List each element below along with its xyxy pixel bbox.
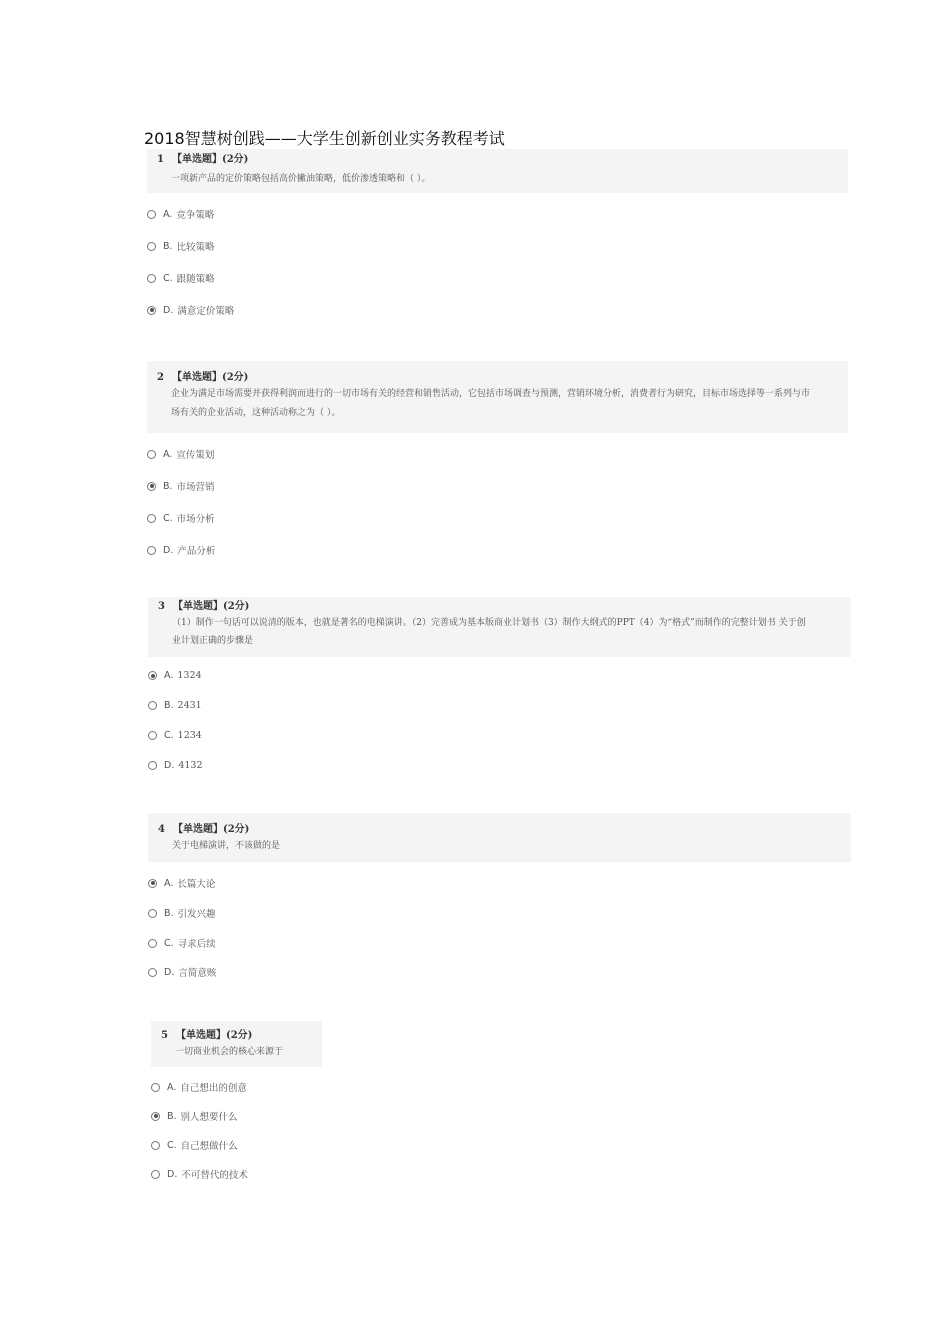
question-4-header <box>148 813 851 862</box>
option-a[interactable] <box>148 670 202 681</box>
option-b[interactable] <box>147 239 215 253</box>
option-text: 2431 <box>177 700 202 711</box>
question-type: 【单选题】(2分) <box>171 154 249 165</box>
option-text: 自己想出的创意 <box>180 1083 247 1094</box>
radio-button-checked[interactable] <box>147 482 156 491</box>
option-letter: D. <box>163 304 174 316</box>
question-text-line: （1）制作一句话可以说清的版本，也就是著名的电梯演讲。（2）完善成为基本版商业计划书（3）制作大纲式的PPT（4）为“格式”而制作的完整计划书 关于创 <box>172 618 806 628</box>
option-letter: C. <box>167 1139 177 1151</box>
option-letter: C. <box>164 730 174 741</box>
option-c[interactable] <box>151 1138 238 1152</box>
option-text: 跟随策略 <box>176 274 215 285</box>
question-text: 一切商业机会的核心来源于 <box>175 1047 284 1057</box>
option-text: 竞争策略 <box>176 210 215 221</box>
radio-button-checked[interactable] <box>151 1112 160 1121</box>
radio-button-checked[interactable] <box>148 671 157 680</box>
option-letter: A. <box>163 208 173 220</box>
option-c[interactable] <box>148 730 202 741</box>
question-3-header <box>148 597 851 657</box>
option-text: 市场营销 <box>176 482 215 493</box>
question-text: 关于电梯演讲，不该做的是 <box>172 841 281 851</box>
option-letter: A. <box>163 448 173 460</box>
option-a[interactable] <box>151 1080 247 1094</box>
radio-button[interactable] <box>148 939 157 948</box>
radio-button[interactable] <box>148 968 157 977</box>
option-text: 引发兴趣 <box>177 909 216 920</box>
option-text: 宣传策划 <box>176 450 215 461</box>
option-letter: C. <box>164 937 174 949</box>
question-type: 【单选题】(2分) <box>172 601 250 612</box>
option-letter: B. <box>163 240 173 252</box>
option-a[interactable] <box>148 876 215 890</box>
option-d[interactable] <box>148 760 203 771</box>
option-letter: A. <box>164 877 174 889</box>
radio-button-checked[interactable] <box>147 306 156 315</box>
question-type: 【单选题】(2分) <box>175 1030 253 1041</box>
option-letter: D. <box>167 1168 178 1180</box>
page-title: 2018智慧树创践——大学生创新创业实务教程考试 <box>144 129 505 148</box>
option-b[interactable] <box>148 906 216 920</box>
option-text: 不可替代的技术 <box>181 1170 248 1181</box>
option-text: 别人想要什么 <box>180 1112 238 1123</box>
question-number: 5 <box>161 1030 168 1041</box>
option-text: 1234 <box>177 730 202 741</box>
radio-button[interactable] <box>148 909 157 918</box>
question-type: 【单选题】(2分) <box>171 372 249 383</box>
radio-button[interactable] <box>147 450 156 459</box>
option-text: 4132 <box>178 760 203 771</box>
option-d[interactable] <box>151 1167 248 1181</box>
option-letter: B. <box>163 480 173 492</box>
radio-button[interactable] <box>148 731 157 740</box>
option-text: 满意定价策略 <box>177 306 235 317</box>
option-letter: B. <box>164 907 174 919</box>
option-letter: B. <box>167 1110 177 1122</box>
option-letter: A. <box>164 670 174 681</box>
option-b[interactable] <box>147 479 215 493</box>
radio-button[interactable] <box>148 701 157 710</box>
question-text: 一项新产品的定价策略包括高价撇油策略，低价渗透策略和（ ）。 <box>171 174 431 184</box>
radio-button[interactable] <box>151 1083 160 1092</box>
option-text: 市场分析 <box>176 514 215 525</box>
question-text-line: 企业为满足市场需要并获得利润而进行的一切市场有关的经营和销售活动，它包括市场调查与预测，营销环境分析，消费者行为研究，目标市场选择等一系列与市 <box>171 389 811 399</box>
option-letter: D. <box>163 544 174 556</box>
question-1-header <box>147 149 848 193</box>
option-text: 自己想做什么 <box>180 1141 238 1152</box>
option-c[interactable] <box>147 511 215 525</box>
radio-button-checked[interactable] <box>148 879 157 888</box>
option-a[interactable] <box>147 207 214 221</box>
option-text: 比较策略 <box>176 242 215 253</box>
question-number: 2 <box>157 372 164 383</box>
option-letter: D. <box>164 966 175 978</box>
option-b[interactable] <box>148 700 202 711</box>
radio-button[interactable] <box>147 274 156 283</box>
question-number: 4 <box>158 824 165 835</box>
question-text-line: 场有关的企业活动，这种活动称之为（ ）。 <box>171 408 341 418</box>
option-letter: C. <box>163 272 173 284</box>
option-letter: C. <box>163 512 173 524</box>
option-text: 长篇大论 <box>177 879 216 890</box>
option-letter: D. <box>164 760 175 771</box>
option-text: 言简意赅 <box>178 968 217 979</box>
option-c[interactable] <box>147 271 215 285</box>
option-c[interactable] <box>148 936 216 950</box>
radio-button[interactable] <box>147 514 156 523</box>
radio-button[interactable] <box>148 761 157 770</box>
question-number: 3 <box>158 601 165 612</box>
option-d[interactable] <box>147 303 234 317</box>
option-letter: A. <box>167 1081 177 1093</box>
option-b[interactable] <box>151 1109 238 1123</box>
radio-button[interactable] <box>147 242 156 251</box>
question-number: 1 <box>157 154 164 165</box>
question-text-line: 业计划正确的步骤是 <box>172 636 254 646</box>
question-type: 【单选题】(2分) <box>172 824 250 835</box>
question-2-header <box>147 361 848 433</box>
question-5-header <box>151 1021 322 1067</box>
option-text: 产品分析 <box>177 546 216 557</box>
radio-button[interactable] <box>151 1170 160 1179</box>
radio-button[interactable] <box>151 1141 160 1150</box>
radio-button[interactable] <box>147 210 156 219</box>
option-d[interactable] <box>147 543 215 557</box>
radio-button[interactable] <box>147 546 156 555</box>
option-a[interactable] <box>147 447 214 461</box>
option-text: 1324 <box>177 670 202 681</box>
option-d[interactable] <box>148 965 216 979</box>
option-letter: B. <box>164 700 174 711</box>
option-text: 寻求后续 <box>177 939 216 950</box>
